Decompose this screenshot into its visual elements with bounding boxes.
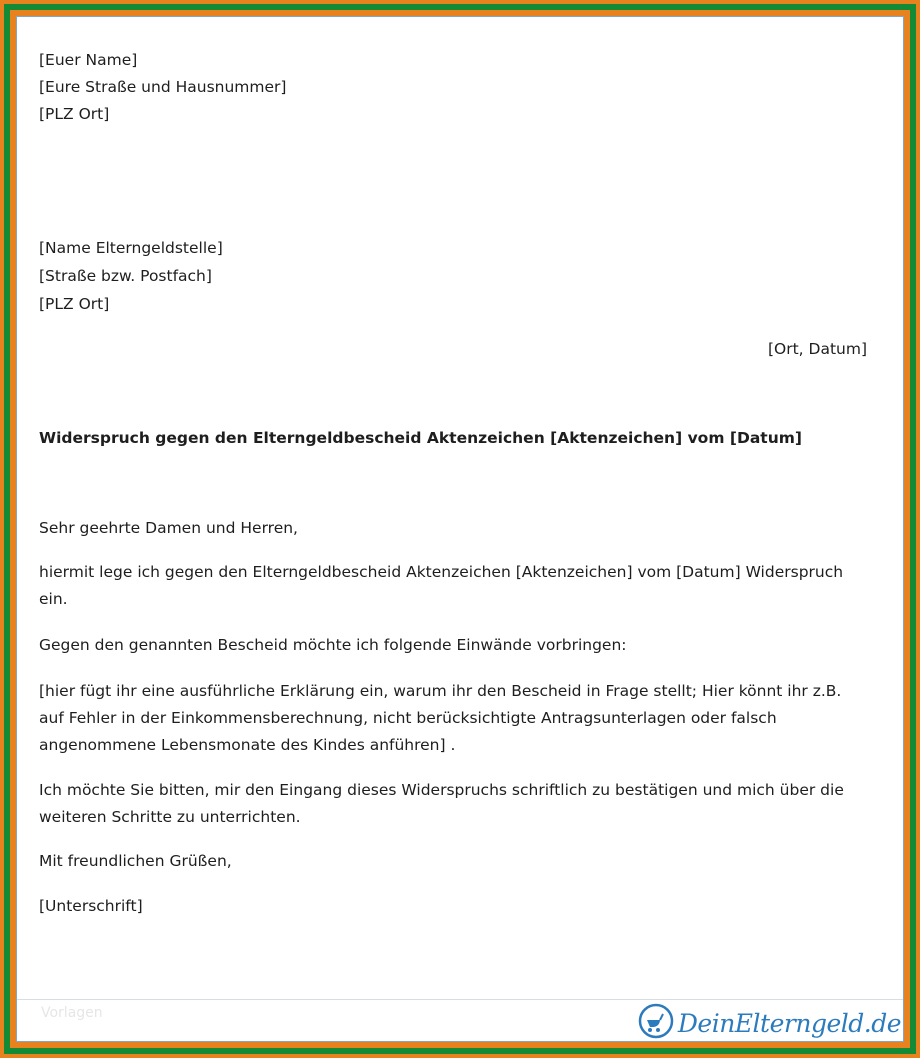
closing: Mit freundlichen Grüßen, (39, 852, 232, 870)
brand-logo (638, 1003, 901, 1042)
baby-stroller-icon (638, 1003, 674, 1042)
signature-placeholder: [Unterschrift] (39, 897, 143, 915)
paragraph-request: Ich möchte Sie bitten, mir den Eingang dieses Widerspruchs schriftlich zu bestätigen und mich über die weiteren Schritte zu unterrichten. (39, 781, 844, 826)
sender-street: [Eure Straße und Hausnummer] (39, 78, 287, 96)
recipient-city: [PLZ Ort] (39, 295, 110, 313)
recipient-name: [Name Elterngeldstelle] (39, 239, 223, 257)
sender-name: [Euer Name] (39, 51, 138, 69)
sender-city: [PLZ Ort] (39, 105, 110, 123)
paragraph-objection: hiermit lege ich gegen den Elterngeldbescheid Aktenzeichen [Aktenzeichen] vom [Datum] Widerspruch ein. (39, 563, 844, 608)
footer-ghost-text: Vorlagen (41, 1005, 103, 1021)
recipient-street: [Straße bzw. Postfach] (39, 267, 212, 285)
paragraph-reasons: [hier fügt ihr eine ausführliche Erklärung ein, warum ihr den Bescheid in Frage stellt; Hier könnt ihr z.B. auf Fehler in der Einkommensberechnung, nicht berücksichtigte Antragsunterlagen oder falsch angenommene Lebensmonate des Kindes anführen] . (39, 682, 842, 754)
salutation: Sehr geehrte Damen und Herren, (39, 519, 298, 537)
letter-subject: Widerspruch gegen den Elterngeldbescheid Aktenzeichen [Aktenzeichen] vom [Datum] (39, 429, 802, 447)
brand-logo-text: DeinElterngeld.de (677, 1008, 901, 1038)
paragraph-intro-reasons: Gegen den genannten Bescheid möchte ich folgende Einwände vorbringen: (39, 636, 627, 654)
place-date: [Ort, Datum] (767, 340, 867, 358)
letter-page (16, 16, 904, 1042)
footer-divider (17, 999, 903, 1000)
